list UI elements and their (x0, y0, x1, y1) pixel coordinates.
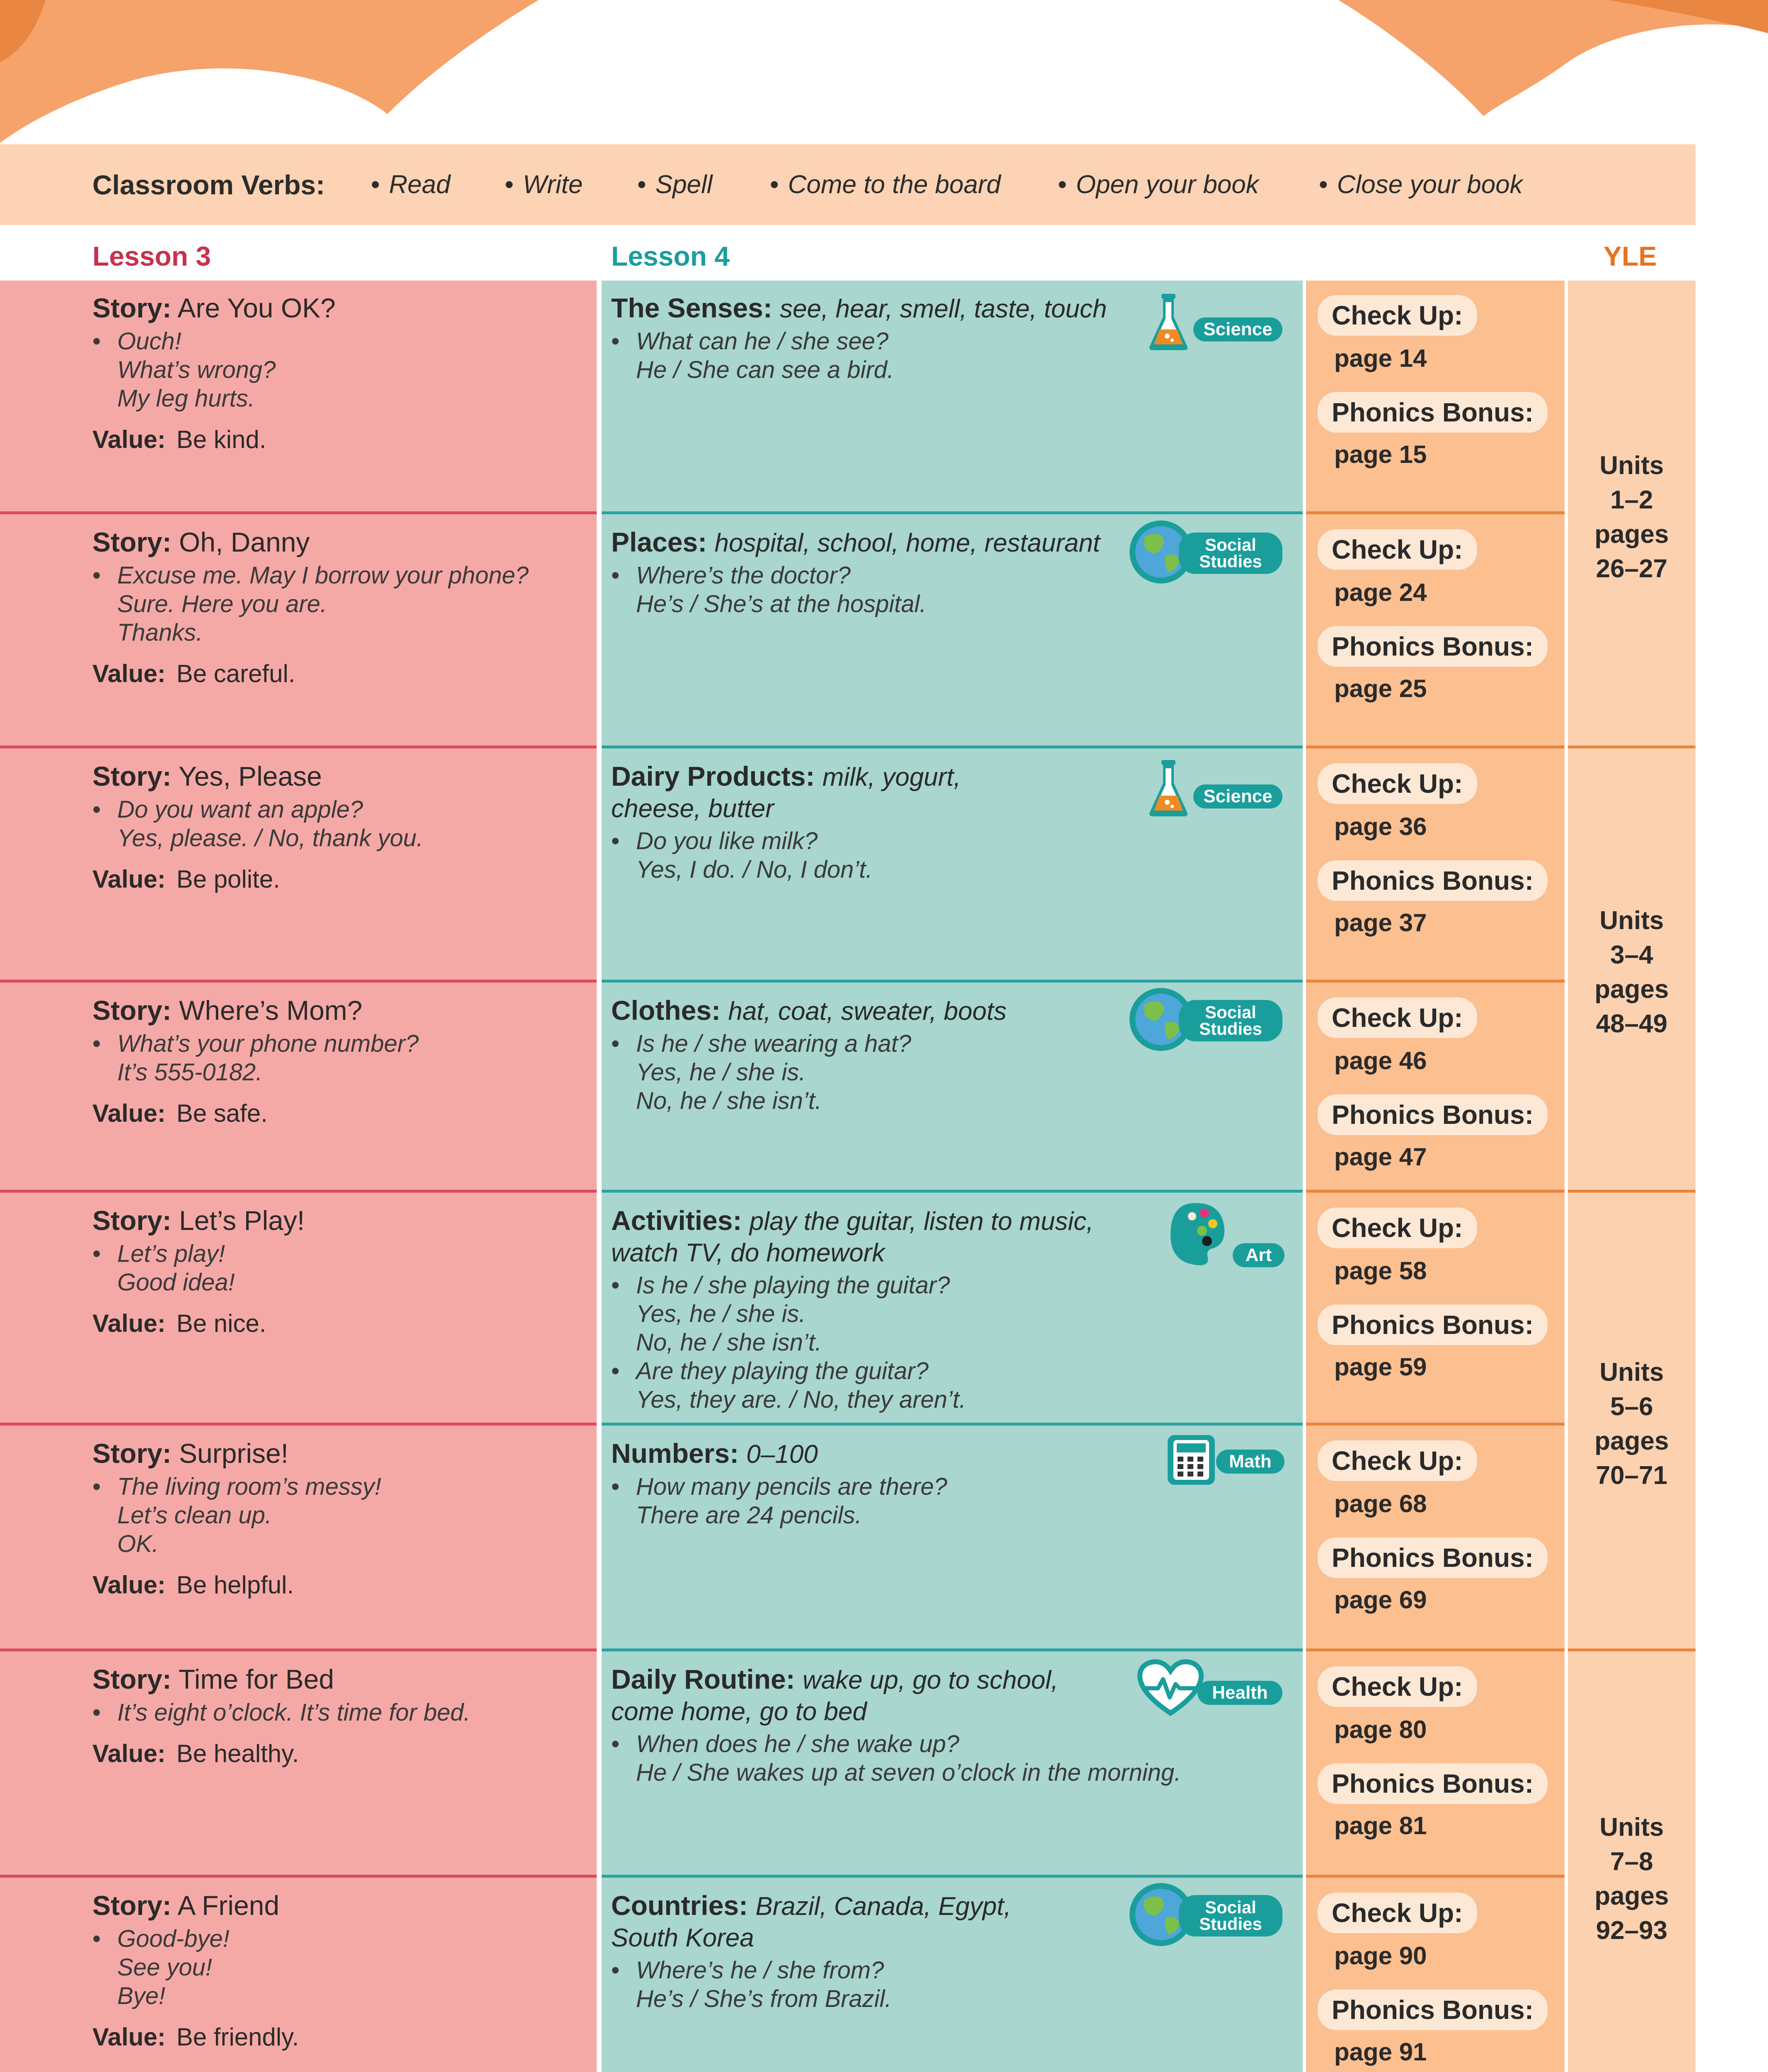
yle-range: 1–2 (1610, 486, 1653, 514)
checkup-label: Check Up: (1318, 1208, 1477, 1248)
row-divider (1568, 1648, 1695, 1651)
topic-label: Dairy Products: (611, 761, 815, 792)
phonics-label: Phonics Bonus: (1318, 1305, 1548, 1345)
story-label: Story: (92, 293, 172, 323)
yle-page-range: 70–71 (1596, 1461, 1668, 1490)
verb-item: • Open your book (1058, 170, 1259, 199)
phonics-label: Phonics Bonus: (1318, 626, 1548, 667)
checkup-label: Check Up: (1318, 1666, 1477, 1707)
row-divider (0, 1190, 597, 1193)
yle-pages: pages (1594, 1882, 1669, 1910)
story-line: • Good-bye! (92, 1924, 590, 1953)
topic-label: Clothes: (611, 995, 721, 1026)
story-line: • Let’s play! (92, 1239, 590, 1268)
story-line: • Ouch! (92, 327, 590, 356)
phonics-page: page 47 (1334, 1143, 1427, 1171)
topic-words: hat, coat, sweater, boots (728, 997, 1007, 1026)
topic-line: He / She wakes up at seven o’clock in the morning. (636, 1759, 1181, 1786)
topic-line: • Is he / she playing the guitar? (611, 1271, 1299, 1300)
story-title: Let’s Play! (179, 1205, 305, 1236)
value-label: Value: (92, 2023, 166, 2051)
row-divider (602, 1648, 1303, 1651)
story-label: Story: (92, 527, 172, 557)
row-divider (0, 511, 597, 514)
calculator-icon (1164, 1432, 1218, 1488)
value-text: Be friendly. (176, 2023, 299, 2051)
story-label: Story: (92, 761, 172, 792)
topic-line: • Where’s he / she from? (611, 1956, 1299, 1985)
yle-range: 5–6 (1610, 1392, 1653, 1421)
verb-item: • Close your book (1319, 170, 1523, 199)
phonics-label: Phonics Bonus: (1318, 392, 1548, 433)
phonics-label: Phonics Bonus: (1318, 1094, 1548, 1135)
row-divider (602, 511, 1303, 514)
row-divider (1306, 980, 1565, 983)
lesson3-cell (92, 1890, 590, 2051)
story-line: Thanks. (117, 619, 203, 646)
lesson3-cell (92, 995, 590, 1128)
subject-badge: Science (1193, 317, 1282, 341)
row-divider (1568, 746, 1695, 748)
classroom-verbs-bar (0, 144, 1695, 225)
checkup-label: Check Up: (1318, 295, 1477, 336)
topic-line: He / She can see a bird. (636, 356, 894, 383)
checkup-label: Check Up: (1318, 1440, 1477, 1481)
phonics-page: page 25 (1334, 675, 1427, 702)
topic-words-2: South Korea (611, 1924, 754, 1952)
lesson4-cell (611, 292, 1299, 384)
yle-pages: pages (1594, 1427, 1669, 1455)
checkup-page: page 36 (1334, 813, 1427, 840)
lesson3-cell (92, 526, 590, 688)
classroom-verbs-title: Classroom Verbs: (92, 169, 325, 200)
story-title: Surprise! (179, 1438, 289, 1469)
lesson3-cell (92, 760, 590, 893)
yle-pages: pages (1594, 520, 1669, 549)
topic-label: Places: (611, 527, 707, 557)
topic-words-2: come home, go to bed (611, 1697, 867, 1726)
story-line: • What’s your phone number? (92, 1029, 590, 1058)
subject-badge: Social Studies (1179, 1000, 1282, 1041)
yle-block (1568, 903, 1695, 1041)
value-text: Be healthy. (176, 1740, 299, 1767)
story-label: Story: (92, 995, 172, 1026)
topic-line: • What can he / she see? (611, 327, 1299, 356)
story-line: OK. (117, 1530, 159, 1557)
heart-icon (1137, 1659, 1204, 1717)
value-text: Be kind. (176, 426, 266, 453)
story-title: Time for Bed (178, 1664, 334, 1694)
yle-page-range: 26–27 (1596, 554, 1668, 583)
verb-item: • Come to the board (770, 170, 1001, 199)
story-line: Let’s clean up. (117, 1502, 272, 1529)
checkup-page: page 68 (1334, 1490, 1427, 1518)
topic-line: Yes, he / she is. (636, 1300, 806, 1327)
row-divider (602, 980, 1303, 983)
checkup-page: page 46 (1334, 1047, 1427, 1075)
topic-line: • Where’s the doctor? (611, 561, 1299, 590)
subject-badge: Science (1193, 784, 1282, 808)
value-text: Be polite. (176, 865, 280, 893)
topic-line: There are 24 pencils. (636, 1502, 862, 1529)
value-text: Be careful. (176, 660, 295, 687)
story-title: Are You OK? (177, 293, 336, 323)
value-label: Value: (92, 426, 166, 453)
column-divider (597, 281, 602, 2072)
topic-label: Countries: (611, 1890, 748, 1921)
value-label: Value: (92, 1310, 166, 1337)
topic-line: Yes, he / she is. (636, 1059, 806, 1086)
topic-line: • How many pencils are there? (611, 1472, 1299, 1501)
story-line: • The living room’s messy! (92, 1472, 590, 1501)
top-decoration (0, 0, 1768, 144)
row-divider (0, 746, 597, 748)
phonics-page: page 91 (1334, 2038, 1427, 2066)
lesson3-header: Lesson 3 (92, 241, 211, 271)
yle-units: Units (1599, 906, 1664, 935)
row-divider (602, 1190, 1303, 1193)
story-line: What’s wrong? (117, 356, 276, 383)
row-divider (0, 1875, 597, 1878)
topic-line: Yes, I do. / No, I don’t. (636, 856, 873, 883)
row-divider (1306, 1875, 1565, 1878)
topic-label: Activities: (611, 1205, 742, 1236)
value-text: Be safe. (176, 1099, 268, 1127)
subject-badge: Art (1233, 1243, 1284, 1267)
topic-label: Numbers: (611, 1438, 739, 1469)
verb-item: • Read (371, 170, 450, 199)
lesson4-cell (611, 760, 1299, 884)
flask-icon (1146, 758, 1191, 818)
yle-units: Units (1599, 1813, 1664, 1842)
story-line: • Excuse me. May I borrow your phone? (92, 561, 590, 590)
phonics-page: page 59 (1334, 1353, 1427, 1381)
topic-line: No, he / she isn’t. (636, 1087, 822, 1114)
topic-line: • Do you like milk? (611, 827, 1299, 855)
topic-label: The Senses: (611, 293, 772, 323)
topic-line: He’s / She’s from Brazil. (636, 1985, 892, 2012)
topic-line: • Is he / she wearing a hat? (611, 1029, 1299, 1058)
yle-block (1568, 1355, 1695, 1493)
checkup-label: Check Up: (1318, 1893, 1477, 1933)
topic-label: Daily Routine: (611, 1664, 795, 1694)
story-label: Story: (92, 1890, 172, 1921)
story-line: Yes, please. / No, thank you. (117, 825, 423, 852)
checkup-page: page 80 (1334, 1716, 1427, 1743)
phonics-label: Phonics Bonus: (1318, 860, 1548, 901)
subject-badge: Math (1216, 1450, 1284, 1474)
topic-line: He’s / She’s at the hospital. (636, 591, 926, 617)
checkup-label: Check Up: (1318, 529, 1477, 570)
topic-words: milk, yogurt, (822, 763, 961, 792)
column-divider (1565, 281, 1568, 2072)
verb-item: • Write (505, 170, 583, 199)
value-text: Be nice. (176, 1310, 266, 1337)
lesson3-cell (92, 1205, 590, 1338)
story-label: Story: (92, 1438, 172, 1469)
lesson3-cell (92, 292, 590, 454)
story-title: Oh, Danny (179, 527, 310, 557)
row-divider (1306, 511, 1565, 514)
topic-words-2: watch TV, do homework (611, 1239, 885, 1267)
yle-range: 7–8 (1610, 1847, 1653, 1876)
yle-range: 3–4 (1610, 941, 1653, 969)
phonics-label: Phonics Bonus: (1318, 1990, 1548, 2030)
yle-page-range: 92–93 (1596, 1916, 1668, 1945)
story-label: Story: (92, 1664, 172, 1694)
checkup-page: page 58 (1334, 1257, 1427, 1285)
checkup-page: page 14 (1334, 344, 1427, 372)
story-line: • It’s eight o’clock. It’s time for bed. (92, 1698, 590, 1727)
row-divider (602, 746, 1303, 748)
row-divider (0, 1648, 597, 1651)
topic-line: Yes, they are. / No, they aren’t. (636, 1386, 966, 1413)
story-line: Good idea! (117, 1269, 235, 1296)
row-divider (0, 980, 597, 983)
topic-words: see, hear, smell, taste, touch (780, 295, 1107, 323)
yle-units: Units (1599, 1358, 1664, 1387)
yle-pages: pages (1594, 975, 1669, 1004)
topic-words: 0–100 (746, 1440, 818, 1469)
topic-words: hospital, school, home, restaurant (714, 529, 1100, 557)
value-label: Value: (92, 865, 166, 893)
story-line: My leg hurts. (117, 385, 255, 412)
palette-icon (1166, 1200, 1229, 1268)
phonics-page: page 81 (1334, 1812, 1427, 1840)
story-line: Sure. Here you are. (117, 591, 327, 617)
story-label: Story: (92, 1205, 172, 1236)
yle-block (1568, 448, 1695, 586)
value-label: Value: (92, 1099, 166, 1127)
row-divider (602, 1423, 1303, 1426)
checkup-label: Check Up: (1318, 997, 1477, 1038)
row-divider (1306, 746, 1565, 748)
row-divider (1306, 1190, 1565, 1193)
phonics-page: page 69 (1334, 1586, 1427, 1614)
story-title: A Friend (177, 1890, 280, 1921)
row-divider (1306, 1648, 1565, 1651)
row-divider (1568, 1190, 1695, 1193)
topic-words: wake up, go to school, (803, 1666, 1058, 1694)
subject-badge: Social Studies (1179, 1895, 1282, 1936)
value-label: Value: (92, 660, 166, 687)
story-line: See you! (117, 1954, 212, 1981)
row-divider (0, 1423, 597, 1426)
yle-header: YLE (1604, 241, 1657, 271)
checkup-page: page 24 (1334, 579, 1427, 606)
column-divider (1303, 281, 1306, 2072)
yle-block (1568, 1810, 1695, 1948)
phonics-label: Phonics Bonus: (1318, 1537, 1548, 1578)
topic-line: • Are they playing the guitar? (611, 1357, 1299, 1385)
subject-badge: Health (1197, 1681, 1282, 1705)
topic-words: play the guitar, listen to music, (749, 1207, 1094, 1236)
topic-words-2: cheese, butter (611, 794, 774, 823)
lesson3-cell (92, 1663, 590, 1768)
story-line: Bye! (117, 1982, 166, 2009)
phonics-page: page 15 (1334, 441, 1427, 468)
phonics-label: Phonics Bonus: (1318, 1763, 1548, 1804)
checkup-page: page 90 (1334, 1942, 1427, 1970)
row-divider (1306, 1423, 1565, 1426)
verb-item: • Spell (637, 170, 713, 199)
checkup-label: Check Up: (1318, 763, 1477, 804)
story-line: It’s 555-0182. (117, 1059, 263, 1086)
value-label: Value: (92, 1571, 166, 1599)
phonics-page: page 37 (1334, 909, 1427, 937)
topic-words: Brazil, Canada, Egypt, (755, 1892, 1011, 1921)
topic-line: • When does he / she wake up? (611, 1730, 1299, 1758)
story-line: • Do you want an apple? (92, 795, 590, 824)
flask-icon (1146, 292, 1191, 352)
topic-line: No, he / she isn’t. (636, 1329, 822, 1356)
story-title: Yes, Please (178, 761, 322, 792)
row-divider (602, 1875, 1303, 1878)
story-title: Where’s Mom? (179, 995, 363, 1026)
value-label: Value: (92, 1740, 166, 1767)
yle-page-range: 48–49 (1596, 1009, 1668, 1038)
lesson3-cell (92, 1438, 590, 1599)
yle-units: Units (1599, 451, 1664, 480)
subject-badge: Social Studies (1179, 533, 1282, 574)
lesson4-header: Lesson 4 (611, 241, 730, 271)
value-text: Be helpful. (176, 1571, 294, 1599)
